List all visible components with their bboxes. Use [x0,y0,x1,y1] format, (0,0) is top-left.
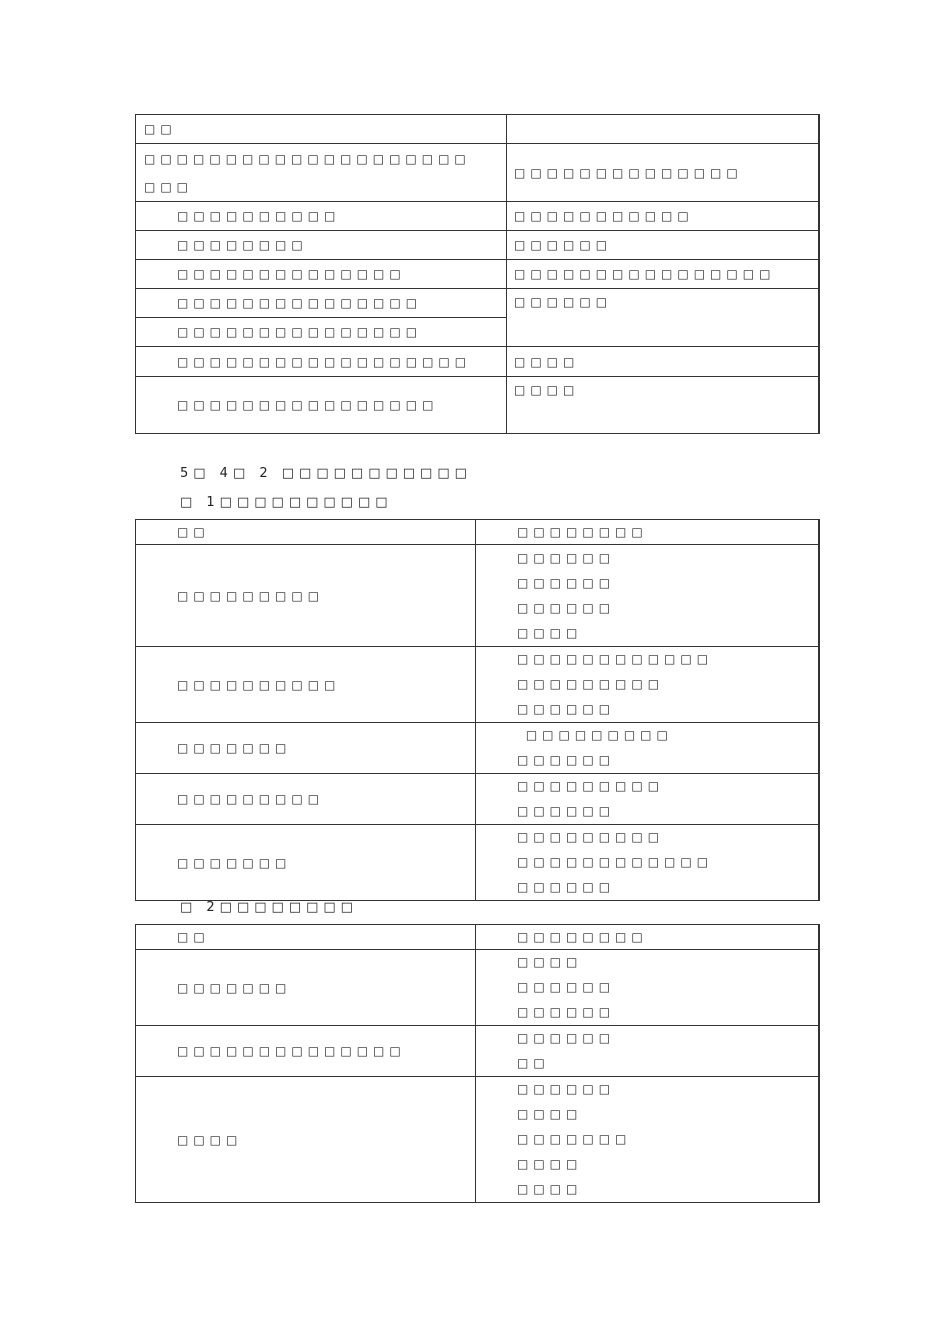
top-table-row-1-left [136,144,507,202]
list-item: □□□□□□ [517,804,616,818]
table-1-group-4-items [476,774,819,825]
table-2-group-2-name: □□□□□□□□□□□□□□ [136,1026,476,1077]
list-item: □□□□ [517,1157,583,1171]
top-table-row-4-right: □□□□□□□□□□□□□□□□ [507,260,819,289]
table-2-group-3-items [476,1077,819,1203]
top-table-row-3-right: □□□□□□ [507,231,819,260]
table-1-group-1-name: □□□□□□□□□ [136,545,476,647]
list-item: □□□□ [517,955,583,969]
top-table-row-1-line1: □□□□□□□□□□□□□□□□□□□□ [144,151,471,166]
table-1-group-1-items [476,545,819,647]
top-table-row-1-line2: □□□ [144,179,194,194]
table-2-group-3-name: □□□□ [136,1077,476,1203]
top-table-row-3-left: □□□□□□□□ [136,231,507,260]
list-item: □□□□□□□□□ [517,779,665,793]
table-1-group-5-name: □□□□□□□ [136,825,476,901]
list-item: □□□□□□ [517,1005,616,1019]
table-1-group-4-name: □□□□□□□□□ [136,774,476,825]
top-table-row-7-right: □□□□ [507,347,819,377]
list-item: □□□□□□ [517,1031,616,1045]
table-1-group-2-name: □□□□□□□□□□ [136,647,476,723]
top-table [135,114,820,434]
top-table-row-1-right: □□□□□□□□□□□□□□ [507,144,819,202]
table-1-group-3-name: □□□□□□□ [136,723,476,774]
list-item: □□□□□□□□□ [517,677,665,691]
table-2-header-right: □□□□□□□□ [476,925,819,950]
top-table-row-2-right: □□□□□□□□□□□ [507,202,819,231]
top-table-row-5-left: □□□□□□□□□□□□□□□ [136,289,507,318]
list-item: □□□□□□ [517,880,616,894]
table-1-header-right: □□□□□□□□ [476,520,819,545]
list-item: □□□□□□ [517,980,616,994]
top-table-header-left: □□ [136,115,507,144]
table-2 [135,924,820,1203]
list-item: □□□□□□□□□□□□ [517,652,714,666]
table-2-group-2-items [476,1026,819,1077]
list-item: □□□□□□□ [517,1132,632,1146]
list-item: □□□□□□ [517,753,616,767]
top-table-row-4-left: □□□□□□□□□□□□□□ [136,260,507,289]
list-item: □□□□ [517,1107,583,1121]
section-heading: 5□ 4□ 2 □□□□□□□□□□□ [180,466,472,481]
table-1-group-2-items [476,647,819,723]
list-item: □□□□ [517,1182,583,1196]
top-table-row-8-right: □□□□ [507,377,819,434]
table-2-group-1-items [476,950,819,1026]
top-table-row-7-left: □□□□□□□□□□□□□□□□□□ [136,347,507,377]
list-item: □□□□□□ [517,702,616,716]
table-1-group-5-items [476,825,819,901]
top-table-header-right [507,115,819,144]
table-2-header-left: □□ [136,925,476,950]
top-table-row-6-left: □□□□□□□□□□□□□□□ [136,318,507,347]
table-1-group-3-items [476,723,819,774]
table-1 [135,519,820,901]
list-item: □□□□ [517,625,583,640]
list-item: □□□□□□□□□□□□ [517,855,714,869]
top-table-row-2-left: □□□□□□□□□□ [136,202,507,231]
list-item: □□ [517,1056,550,1070]
subheading-2: □ 2□□□□□□□□ [180,900,358,915]
list-item: □□□□□□□□□ [517,728,673,742]
subheading-1: □ 1□□□□□□□□□□ [180,495,393,510]
list-item: □□□□□□ [517,1082,616,1096]
list-item: □□□□□□ [517,600,616,615]
list-item: □□□□□□ [517,575,616,590]
top-table-row-8-left: □□□□□□□□□□□□□□□□ [136,377,507,434]
top-table-row-5-right: □□□□□□ [507,289,819,347]
list-item: □□□□□□ [517,550,616,565]
table-2-group-1-name: □□□□□□□ [136,950,476,1026]
list-item: □□□□□□□□□ [517,830,665,844]
table-1-header-left: □□ [136,520,476,545]
